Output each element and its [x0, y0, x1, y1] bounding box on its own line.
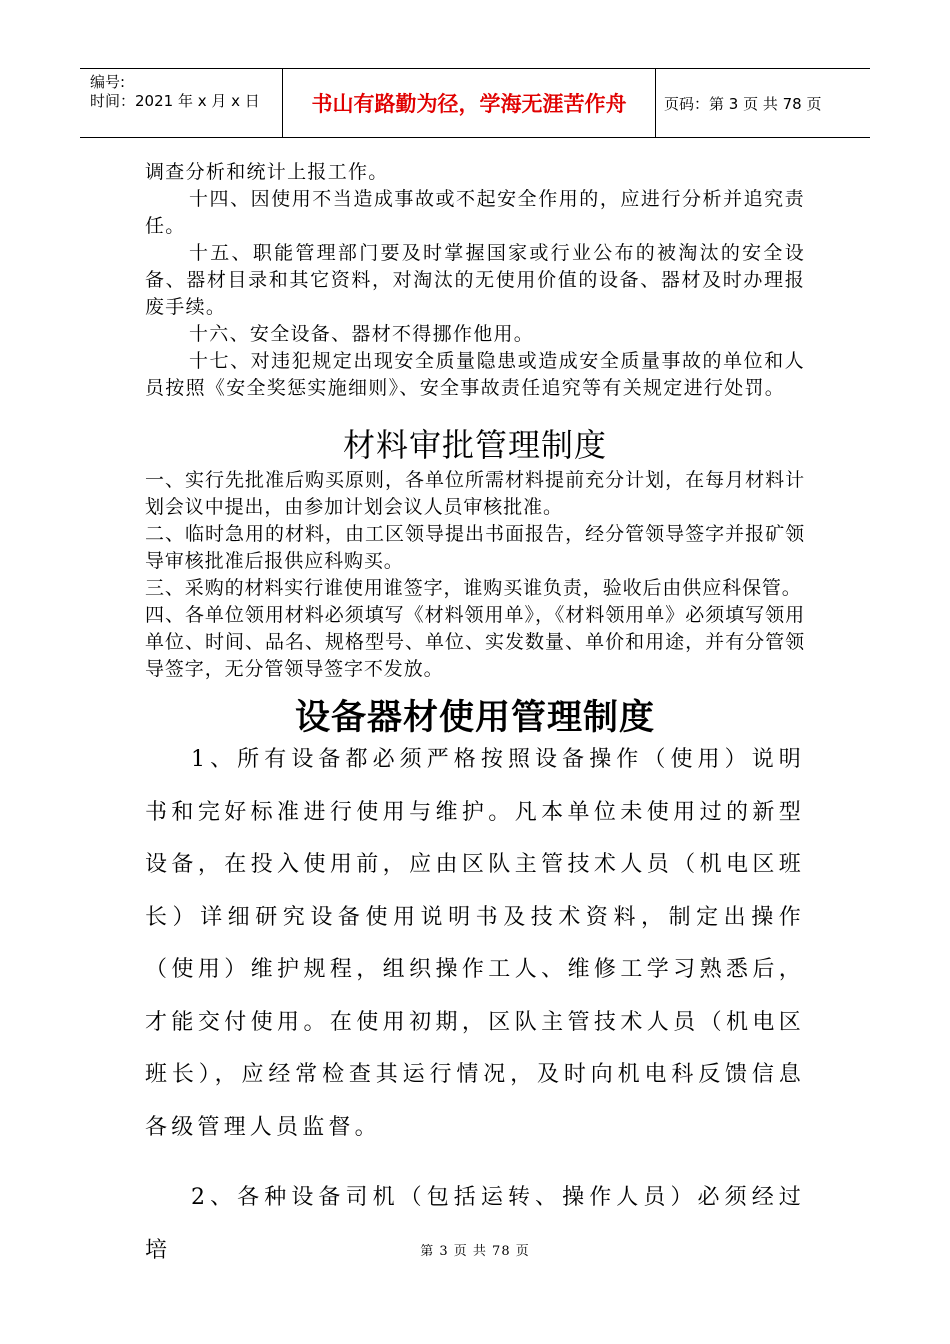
section-title-equipment-usage: 设备器材使用管理制度: [294, 697, 655, 738]
header-page-number: 页码：第 3 页 共 78 页: [664, 94, 822, 113]
paragraph: 2、各种设备司机（包括运转、操作人员）必须经过培: [145, 1185, 805, 1263]
header-motto: 书山有路勤为径，学海无涯苦作舟: [283, 69, 656, 137]
safety-rules-continued: [145, 159, 805, 402]
paragraph: 四、各单位领用材料必须填写《材料领用单》，《材料领用单》必须填写领用单位、时间、品名、规格型号、单位、实发数量、单价和用途，并有分管领导签字，无分管领导签字不发放。: [145, 604, 805, 680]
paragraph: 十六、安全设备、器材不得挪作他用。: [189, 323, 535, 345]
page-header: [80, 68, 870, 138]
paragraph: 十五、职能管理部门要及时掌握国家或行业公布的被淘汰的安全设备、器材目录和其它资料，对淘汰的无使用价值的设备、器材及时办理报废手续。: [145, 242, 805, 318]
section-title-material-approval: 材料审批管理制度: [342, 426, 607, 464]
page-footer: 第 3 页 共 78 页: [420, 1244, 530, 1259]
paragraph: 1、所有设备都必须严格按照设备操作（使用）说明书和完好标准进行使用与维护。凡本单位未使用过的新型设备，在投入使用前，应由区队主管技术人员（机电区班长）详细研究设备使用说明书及技术资料，制定出操作（使用）维护规程，组织操作工人、维修工学习熟悉后，才能交付使用。在使用初期，区队主管技术人员（机电区班长），应经常检查其运行情况，及时向机电科反馈信息各级管理人员监督。: [145, 747, 805, 1140]
paragraph: 一、实行先批准后购买原则，各单位所需材料提前充分计划，在每月材料计划会议中提出，由参加计划会议人员审核批准。: [145, 469, 805, 518]
document-date-label: 时间：2021 年 x 月 x 日: [90, 92, 260, 110]
paragraph: 二、临时急用的材料，由工区领导提出书面报告，经分管领导签字并报矿领导审核批准后报供应科购买。: [145, 523, 805, 572]
material-approval-section: [145, 467, 805, 683]
header-meta: [80, 69, 283, 137]
equipment-usage-section: [145, 734, 805, 1277]
paragraph: 调查分析和统计上报工作。: [145, 161, 389, 183]
paragraph: 十四、因使用不当造成事故或不起安全作用的，应进行分析并追究责任。: [145, 188, 805, 237]
document-number-label: 编号:: [90, 73, 126, 91]
paragraph: 十七、对违犯规定出现安全质量隐患或造成安全质量事故的单位和人员按照《安全奖惩实施细则》、安全事故责任追究等有关规定进行处罚。: [145, 350, 805, 399]
paragraph: 三、采购的材料实行谁使用谁签字，谁购买谁负责，验收后由供应科保管。: [145, 577, 802, 599]
